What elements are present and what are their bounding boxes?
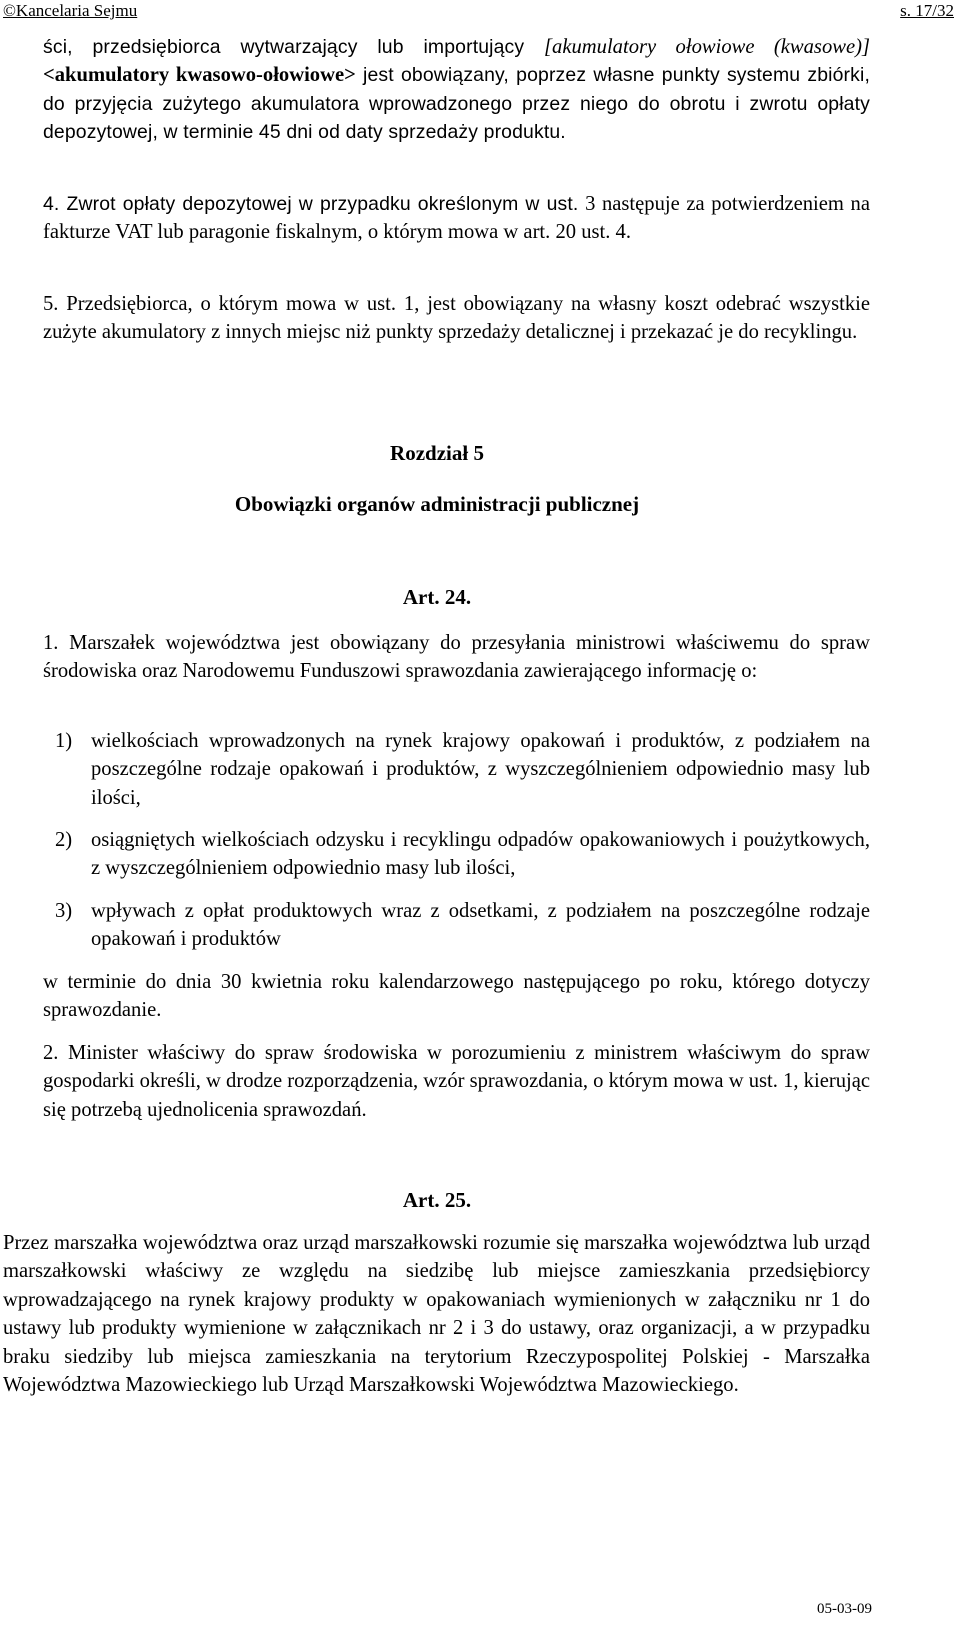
paragraph-ust-4 bbox=[43, 190, 870, 247]
paragraph-top bbox=[43, 33, 870, 147]
paragraph-top-lead: ści, przedsiębiorca wytwarzający lub importujący bbox=[43, 36, 545, 58]
article-24-ust-2: 2. Minister właściwy do spraw środowiska w porozumieniu z ministrem właściwym do spraw gospodarki określi, w drodze rozporządzenia, wzór sprawozdania, o którym mowa w ust. 1, kierując się potrzebą ujednolicenia sprawozdań. bbox=[43, 1042, 870, 1121]
list-item-text: osiągniętych wielkościach odzysku i recyklingu odpadów opakowaniowych i poużytkowych, z wyszczególnieniem odpowiednio masy lub ilości, bbox=[91, 829, 870, 880]
paragraph-ust-5-rest: 1, jest obowiązany na własny koszt odebrać wszystkie zużyte akumulatory z innych miejsc niż punkty sprzedaży detalicznej i przekazać je do recyklingu. bbox=[43, 293, 871, 344]
paragraph-ust-4-rest: 3 następuje za potwierdzeniem na fakturze VAT lub paragonie fiskalnym, o którym mowa w art. 20 ust. 4. bbox=[43, 193, 870, 244]
list-item-number: 1) bbox=[55, 730, 73, 752]
list-item-number: 3) bbox=[55, 900, 73, 922]
header-page-number: s. 17/32 bbox=[900, 1, 954, 20]
paragraph-ust-4-lead: 4. Zwrot opłaty depozytowej w przypadku określonym w ust. bbox=[43, 193, 579, 215]
chapter-number: Rozdział 5 bbox=[390, 441, 484, 465]
list-item-text: wielkościach wprowadzonych na rynek krajowy opakowań i produktów, z podziałem na poszczególne rodzaje opakowań i produktów, z wyszczególnieniem odpowiednio masy lub ilości, bbox=[91, 730, 870, 809]
article-24-ust-1: 1. Marszałek województwa jest obowiązany do przesyłania ministrowi właściwemu do spraw środowiska oraz Narodowemu Funduszowi sprawozdania zawierającego informację o: bbox=[43, 632, 870, 683]
article-24-tail: w terminie do dnia 30 kwietnia roku kalendarzowego następującego po roku, którego dotyczy sprawozdanie. bbox=[43, 971, 870, 1022]
paragraph-top-rest: jest obowiązany, poprzez własne punkty systemu zbiórki, do przyjęcia zużytego akumulatora wprowadzonego przez niego do obrotu i zwrotu opłaty depozytowej, w terminie 45 dni od daty sprzedaży produktu. bbox=[43, 64, 870, 144]
deleted-text: [akumulatory ołowiowe (kwasowe)] bbox=[544, 36, 870, 58]
list-item bbox=[55, 826, 870, 883]
footer-date: 05-03-09 bbox=[817, 1601, 872, 1617]
paragraph-ust-5-lead: 5. Przedsiębiorca, o którym mowa w ust. bbox=[43, 293, 397, 315]
list-item-text: wpływach z opłat produktowych wraz z odsetkami, z podziałem na poszczególne rodzaje opakowań i produktów bbox=[91, 900, 870, 951]
paragraph-ust-5 bbox=[43, 290, 870, 347]
chapter-title: Obowiązki organów administracji publicznej bbox=[234, 492, 640, 516]
header-copyright: ©Kancelaria Sejmu bbox=[3, 1, 138, 20]
list-item-number: 2) bbox=[55, 829, 73, 851]
list-item bbox=[55, 727, 870, 812]
inserted-text: <akumulatory kwasowo-ołowiowe> bbox=[43, 64, 356, 87]
list-item bbox=[55, 897, 870, 954]
article-25-title: Art. 25. bbox=[402, 1188, 472, 1212]
article-25-text: Przez marszałka województwa oraz urząd marszałkowski rozumie się marszałka województwa lub urząd marszałkowski właściwy ze względu na siedzibę lub miejsce zamieszkania przedsiębiorcy wprowadzającego na rynek krajowy produkty w opakowaniach wymienionych w załączniku nr 1 do ustawy lub produkty wymienione w załącznikach nr 2 i 3 do ustawy, oraz organizacji, a w przypadku braku siedziby lub miejsca zamieszkania na terytorium Rzeczypospolitej Polskiej - Marszałka Województwa Mazowieckiego lub Urząd Marszałkowski Województwa Mazowieckiego. bbox=[3, 1232, 870, 1397]
article-24-title: Art. 24. bbox=[402, 585, 472, 609]
